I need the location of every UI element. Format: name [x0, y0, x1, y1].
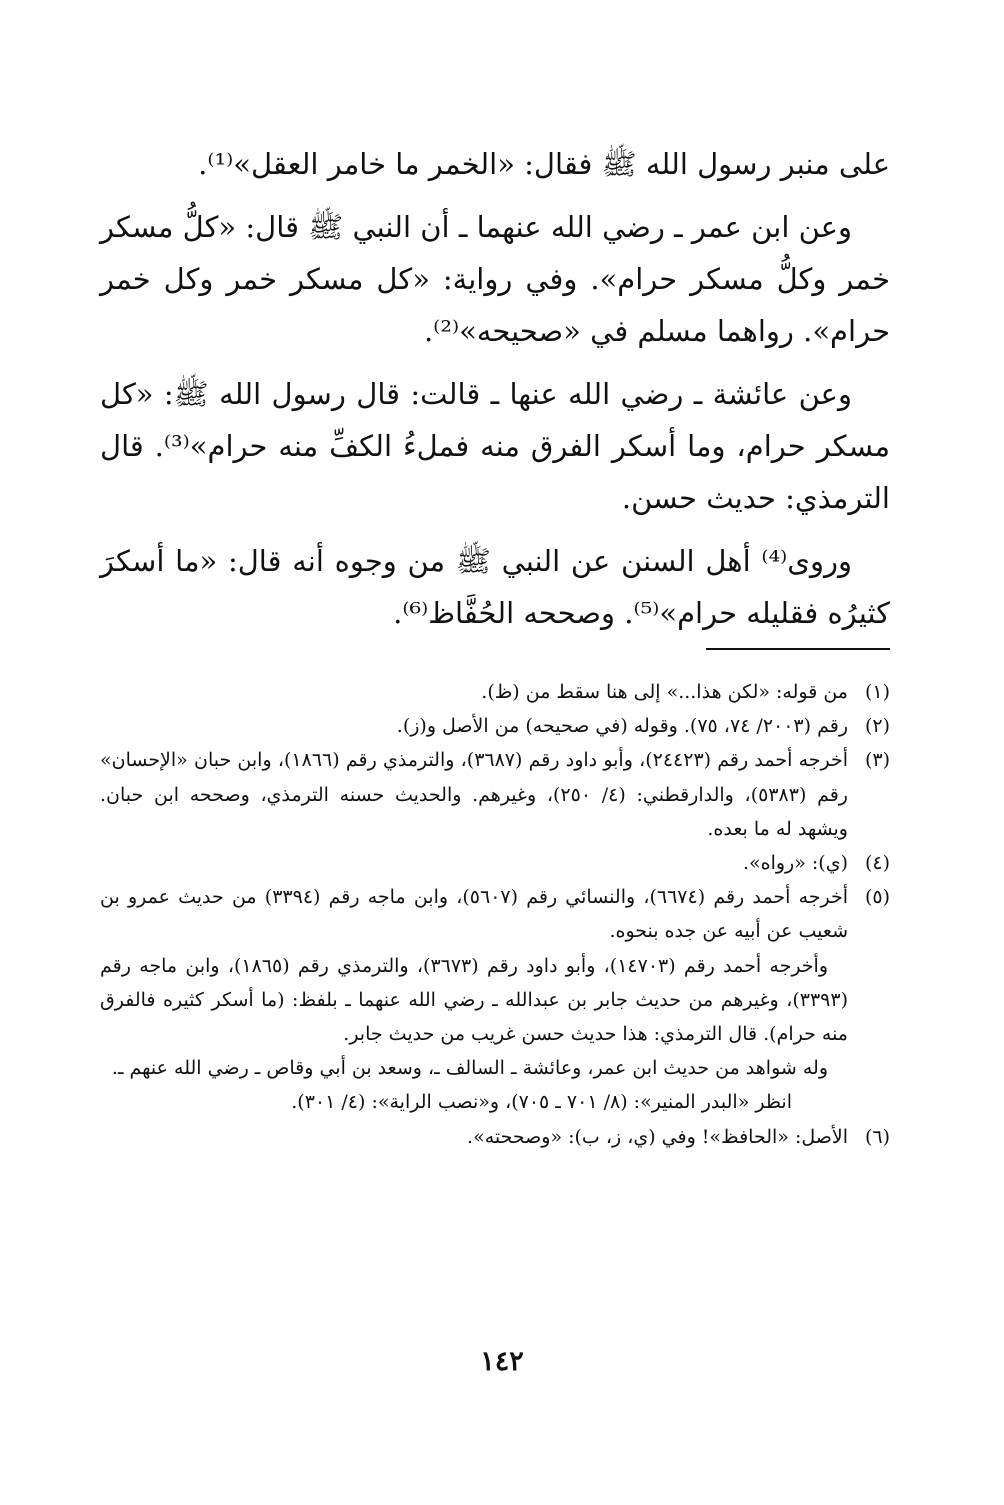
footnote-number: (٣): [864, 749, 890, 772]
footnote-number: (٢): [864, 715, 890, 738]
footnote-number: (٥): [864, 886, 890, 909]
body-paragraph: وعن عائشة ـ رضي الله عنها ـ قالت: قال رسول الله ﷺ: «كل مسكر حرام، وما أسكر الفرق منه فملءُ الكفِّ منه حرام»⁽³⁾. قال الترمذي: حديث حسن.: [100, 377, 891, 515]
footnote-number: (٤): [864, 852, 890, 875]
footnote-item: [100, 1120, 890, 1154]
footnote-text: (ي): «رواه».: [742, 852, 848, 875]
footnote-number: (٦): [864, 1125, 890, 1148]
footnote-item: [100, 846, 890, 880]
main-text: [100, 138, 890, 650]
body-paragraph: وروى⁽⁴⁾ أهل السنن عن النبي ﷺ من وجوه أنه قال: «ما أسكرَ كثيرُه فقليله حرام»⁽⁵⁾. وصححه الحُفَّاظ⁽⁶⁾.: [100, 544, 890, 630]
footnotes: [100, 675, 890, 1154]
body-paragraph: على منبر رسول الله ﷺ فقال: «الخمر ما خامر العقل»⁽¹⁾.: [198, 147, 890, 181]
footnote-item: [100, 675, 890, 709]
footnote-text: وأخرجه أحمد رقم (١٤٧٠٣)، وأبو داود رقم (٣٦٧٣)، والترمذي رقم (١٨٦٥)، وابن ماجه رقم (٣٣٩٣)، وغيرهم من حديث جابر بن عبدالله ـ رضي الله عنهما ـ بلفظ: (ما أسكر كثيره فالفرق منه حرام). قال الترمذي: هذا حديث حسن غريب من حديث جابر.: [100, 954, 848, 1046]
page-number: ١٤٢: [480, 1346, 524, 1377]
body-paragraph: وعن ابن عمر ـ رضي الله عنهما ـ أن النبي ﷺ قال: «كلُّ مسكر خمر وكلُّ مسكر حرام». وفي رواية: «كل مسكر خمر وكل خمر حرام». رواهما مسلم في «صحيحه»⁽²⁾.: [100, 210, 890, 348]
footnote-separator: [706, 648, 890, 650]
footnote-text: رقم (٢٠٠٣/ ٧٤، ٧٥). وقوله (في صحيحه) من الأصل و(ز).: [396, 715, 848, 738]
footnote-number: (١): [864, 681, 890, 703]
footnote-text: أخرجه أحمد رقم (٢٤٤٢٣)، وأبو داود رقم (٣٦٨٧)، والترمذي رقم (١٨٦٦)، وابن حبان «الإحسان» رقم (٥٣٨٣)، والدارقطني: (٤/ ٢٥٠)، وغيرهم. والحديث حسنه الترمذي، وصححه ابن حبان. ويشهد له ما بعده.: [100, 749, 849, 840]
footnote-item: [100, 709, 890, 743]
footnote-text: وله شواهد من حديث ابن عمر، وعائشة ـ السالف ـ، وسعد بن أبي وقاص ـ رضي الله عنهم ـ.: [111, 1057, 828, 1080]
footnote-item: [100, 880, 890, 1119]
footnote-text: الأصل: «الحافظ»! وفي (ي، ز، ب): «وصححته».: [467, 1125, 848, 1148]
footnote-item: [100, 743, 890, 846]
footnote-text: انظر «البدر المنير»: (٨/ ٧٠١ ـ ٧٠٥)، و«نصب الراية»: (٤/ ٣٠١).: [291, 1091, 792, 1114]
footnote-text: أخرجه أحمد رقم (٦٦٧٤)، والنسائي رقم (٥٦٠٧)، وابن ماجه رقم (٣٣٩٤) من حديث عمرو بن شعيب عن أبيه عن جده بنحوه.: [100, 886, 849, 943]
footnote-text: من قوله: «لكن هذا...» إلى هنا سقط من (ظ).: [481, 681, 848, 703]
